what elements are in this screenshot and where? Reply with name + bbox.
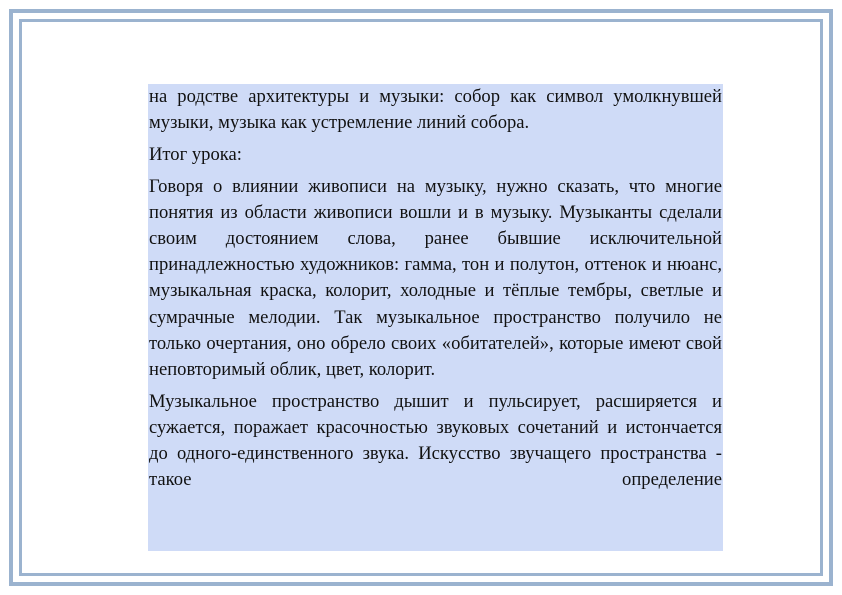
text-block <box>148 84 723 551</box>
paragraph-architecture-music: на родстве архитектуры и музыки: собор как символ умолкнувшей музыки, музыка как устремление линий собора. <box>149 86 722 134</box>
paragraph-musical-space: Музыкальное пространство дышит и пульсирует, расширяется и сужается, поражает красочностью звуковых сочетаний и истончается до одного-единственного звука. Искусство звучащего пространства - такое определение <box>149 390 722 491</box>
paragraph-painting-influence: Говоря о влиянии живописи на музыку, нужно сказать, что многие понятия из области живописи вошли и в музыку. Музыканты сделали своим достоянием слова, ранее бывшие исключительной принадлежностью художников: гамма, тон и полутон, оттенок и нюанс, музыкальная краска, колорит, холодные и тёплые тембры, светлые и сумрачные мелодии. Так музыкальное пространство получило не только очертания, оно обрело своих «обитателей», которые имеют свой неповторимый облик, цвет, колорит. <box>149 175 722 381</box>
paragraph-lesson-summary-heading: Итог урока: <box>149 143 242 165</box>
